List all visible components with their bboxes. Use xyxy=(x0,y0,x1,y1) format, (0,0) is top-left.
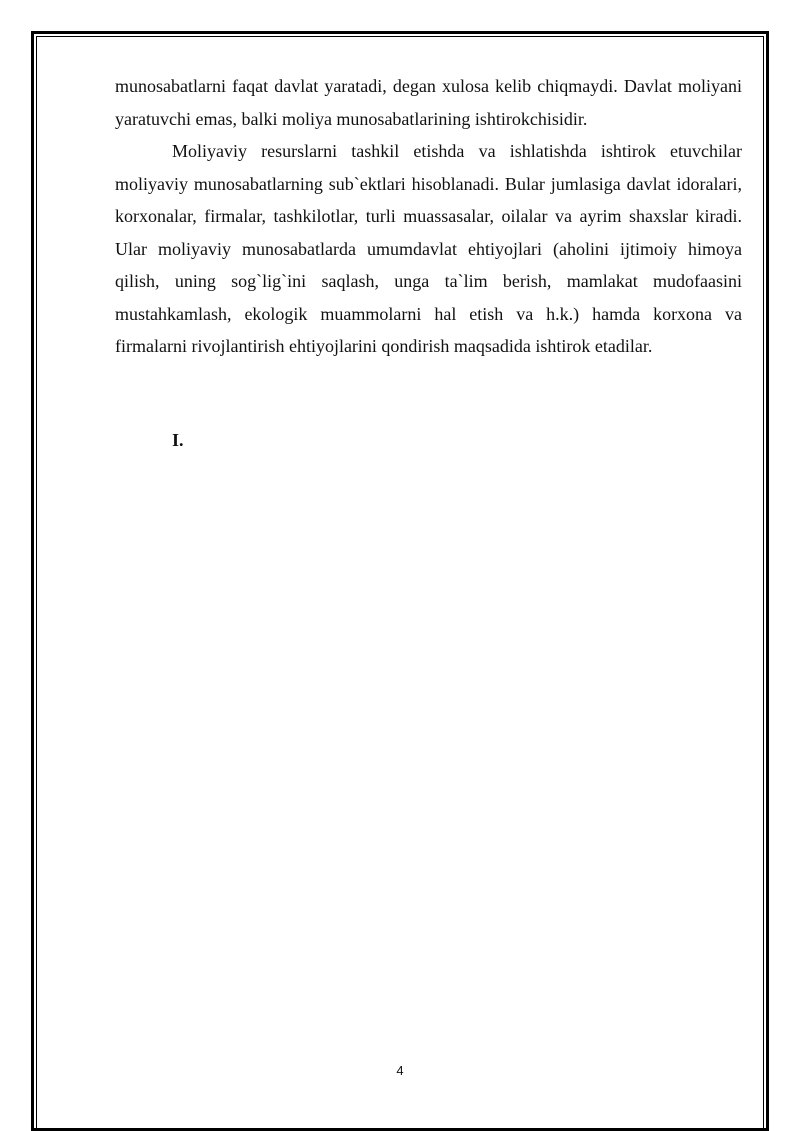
paragraph-continuation: munosabatlarni faqat davlat yaratadi, degan xulosa kelib chiqmaydi. Davlat moliyani yaratuvchi emas, balki moliya munosabatlarining ishtirokchisidir. xyxy=(115,76,742,129)
page-number: 4 xyxy=(396,1063,404,1078)
document-body xyxy=(115,70,742,363)
paragraph-financial-subjects: Moliyaviy resurslarni tashkil etishda va ishlatishda ishtirok etuvchilar moliyaviy munosabatlarning sub`ektlari hisoblanadi. Bular jumlasiga davlat idoralari, korxonalar, firmalar, tashkilotlar, turli muassasalar, oilalar va ayrim shaxslar kiradi. Ular moliyaviy munosabatlarda umumdavlat ehtiyojlari (aholini ijtimoiy himoya qilish, uning sog`lig`ini saqlash, unga ta`lim berish, mamlakat mudofaasini mustahkamlash, ekologik muammolarni hal etish va h.k.) hamda korxona va firmalarni rivojlantirish ehtiyojlarini qondirish maqsadida ishtirok etadilar. xyxy=(115,141,742,356)
section-heading: I. xyxy=(172,430,184,450)
